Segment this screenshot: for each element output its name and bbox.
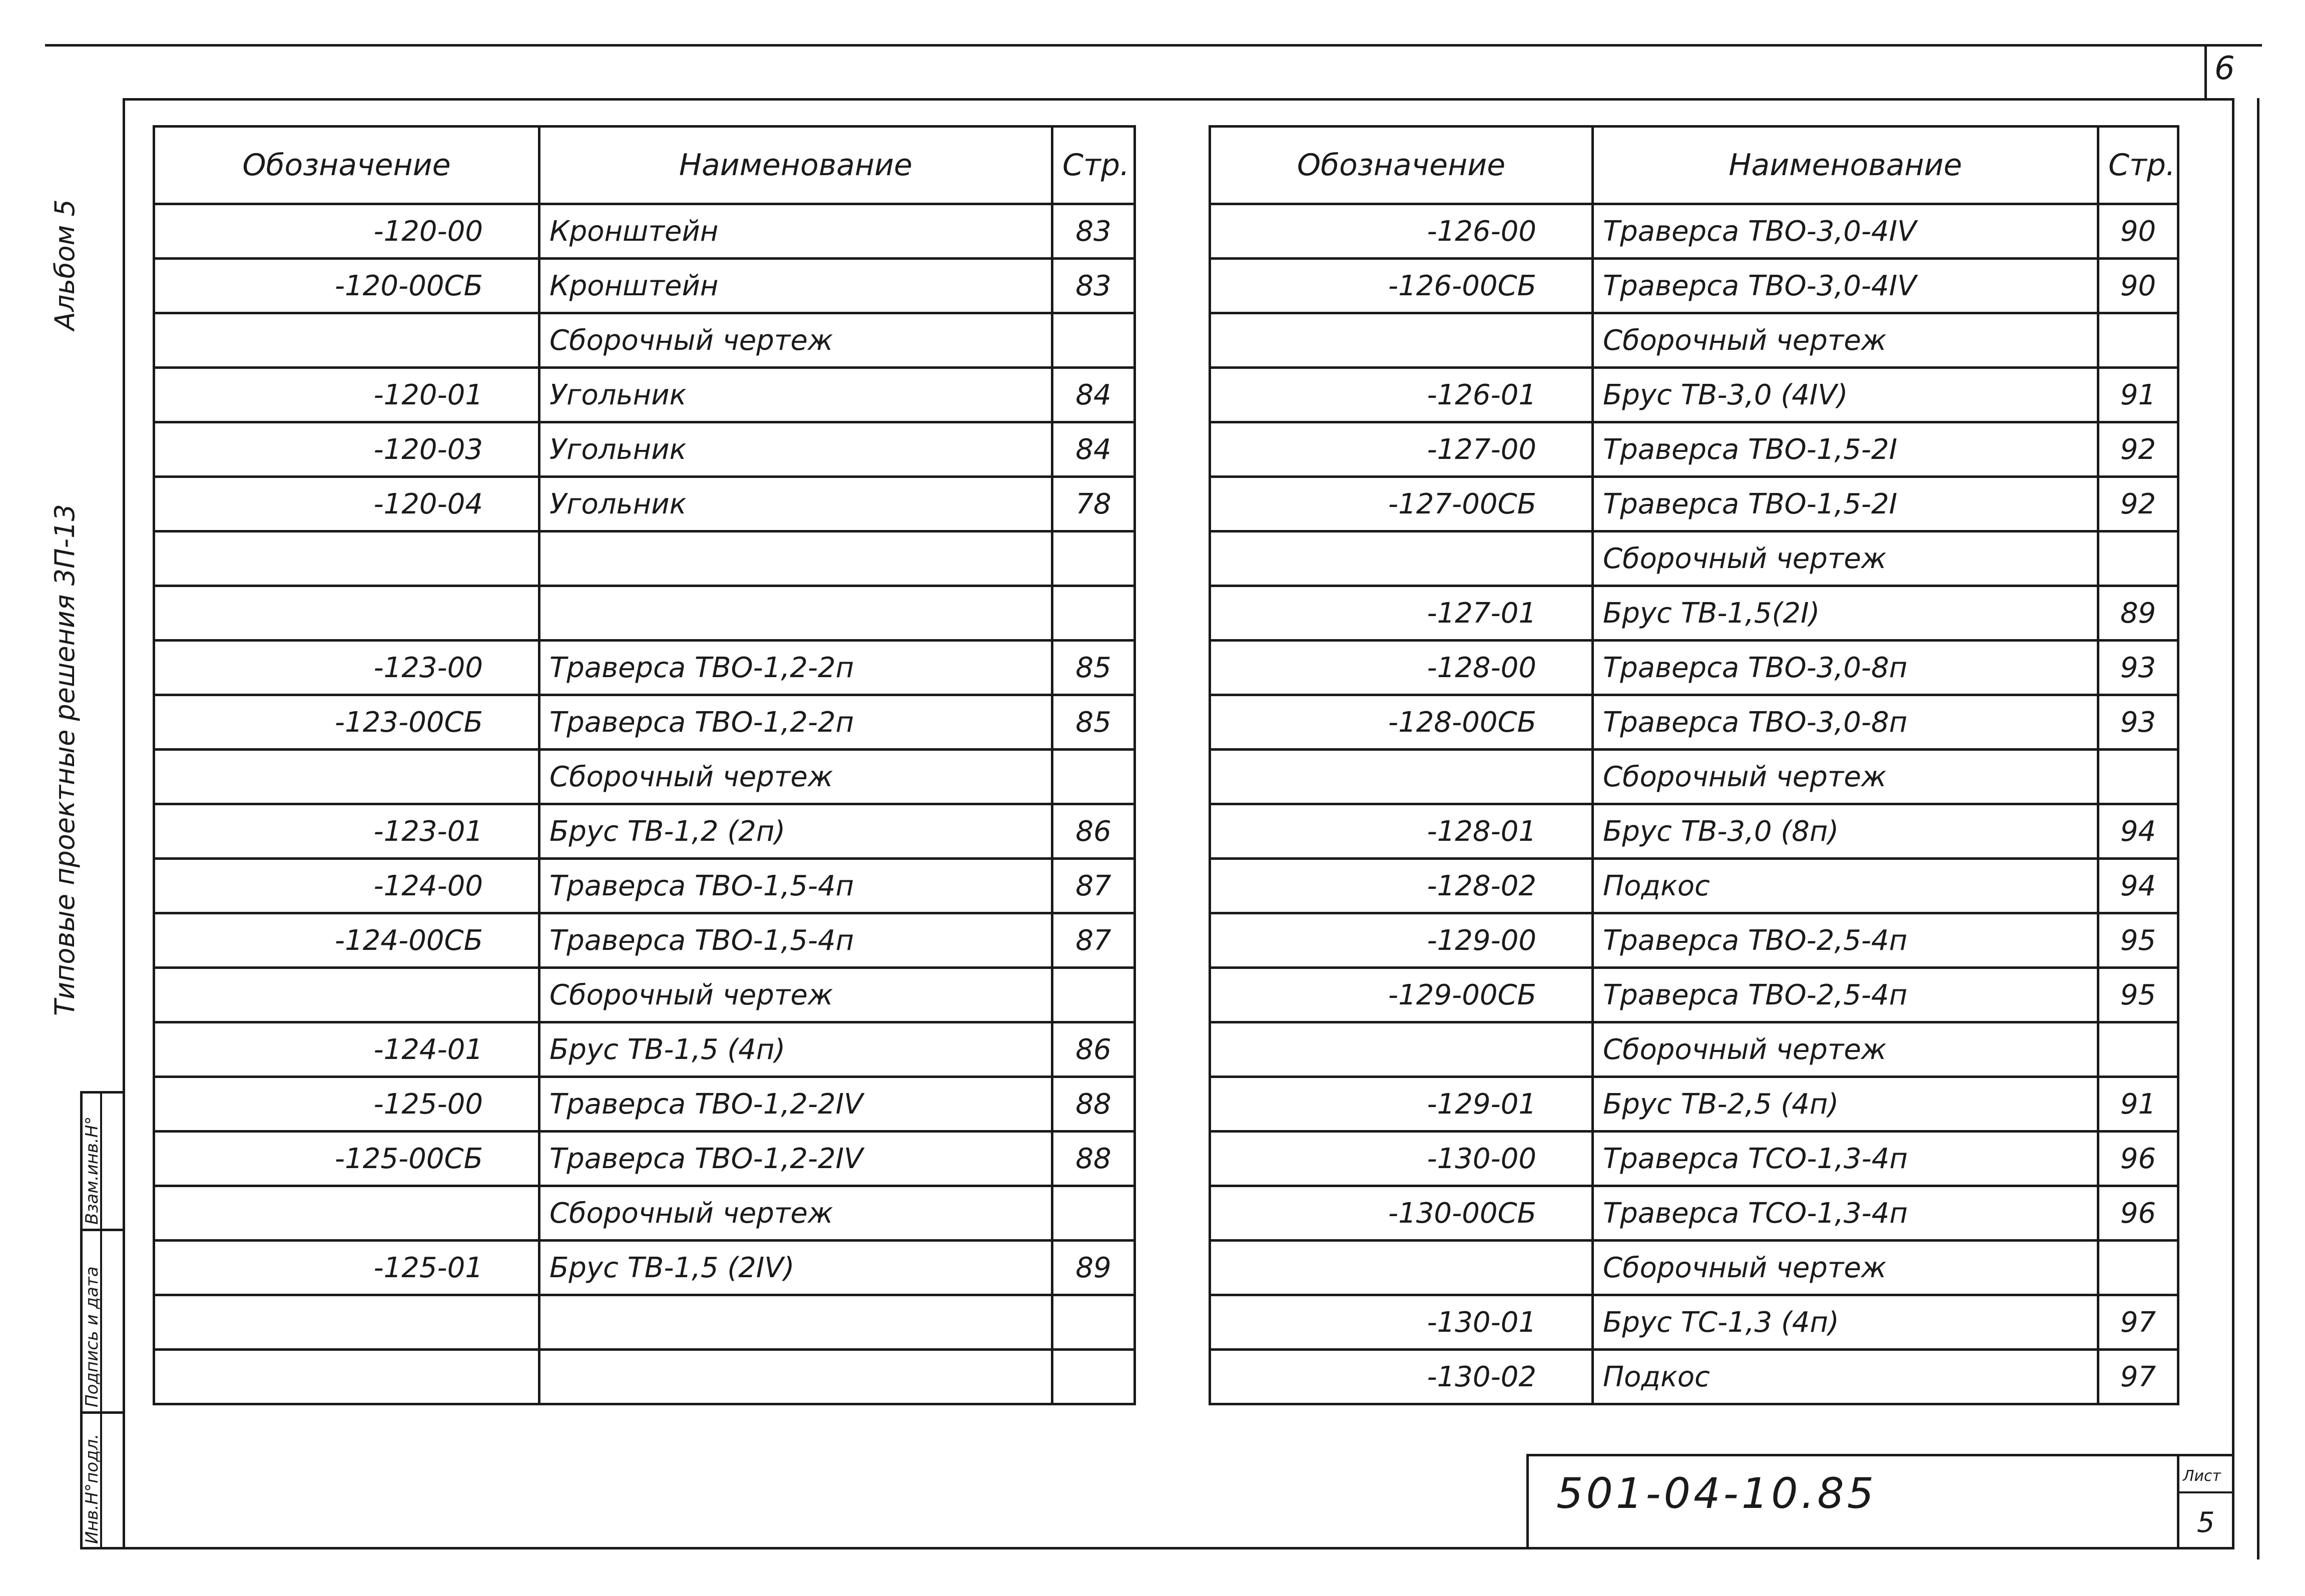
page-cell: 86 bbox=[1052, 804, 1135, 859]
page-cell: 87 bbox=[1052, 859, 1135, 913]
page-cell: 84 bbox=[1052, 422, 1135, 477]
table-row bbox=[154, 1295, 1135, 1350]
code-cell bbox=[1210, 1022, 1593, 1077]
table-row bbox=[1210, 477, 2178, 531]
header-name: Наименование bbox=[1593, 127, 2098, 204]
name-cell: Траверса ТВО-3,0-8п bbox=[1593, 641, 2098, 695]
page-cell: 90 bbox=[2098, 259, 2178, 313]
name-cell: Сборочный чертеж bbox=[1593, 750, 2098, 804]
page-cell: 93 bbox=[2098, 641, 2178, 695]
name-cell: Траверса ТВО-1,5-4п bbox=[539, 913, 1052, 968]
name-cell: Брус ТВ-1,5 (2IV) bbox=[539, 1241, 1052, 1295]
table-row bbox=[1210, 368, 2178, 422]
page-cell: 83 bbox=[1052, 204, 1135, 259]
table-row bbox=[154, 368, 1135, 422]
code-cell: -125-01 bbox=[154, 1241, 539, 1295]
corner-box-left bbox=[2204, 45, 2207, 98]
table-row bbox=[1210, 313, 2178, 368]
code-cell bbox=[154, 750, 539, 804]
name-cell: Траверса ТВО-3,0-8п bbox=[1593, 695, 2098, 750]
name-cell: Траверса ТСО-1,3-4п bbox=[1593, 1132, 2098, 1186]
code-cell: -120-00 bbox=[154, 204, 539, 259]
table-row bbox=[154, 531, 1135, 586]
code-cell bbox=[154, 531, 539, 586]
name-cell: Брус ТВ-3,0 (4IV) bbox=[1593, 368, 2098, 422]
page-cell: 91 bbox=[2098, 368, 2178, 422]
name-cell: Траверса ТВО-1,2-2п bbox=[539, 695, 1052, 750]
page-cell: 91 bbox=[2098, 1077, 2178, 1132]
name-cell: Траверса ТВО-1,2-2IV bbox=[539, 1132, 1052, 1186]
corner-sheet-number: 6 bbox=[2214, 50, 2235, 87]
code-cell bbox=[154, 313, 539, 368]
code-cell: -125-00 bbox=[154, 1077, 539, 1132]
table-row bbox=[1210, 695, 2178, 750]
page-cell: 89 bbox=[2098, 586, 2178, 641]
page-cell: 83 bbox=[1052, 259, 1135, 313]
table-row bbox=[1210, 1022, 2178, 1077]
name-cell: Сборочный чертеж bbox=[1593, 1022, 2098, 1077]
name-cell: Траверса ТВО-1,2-2п bbox=[539, 641, 1052, 695]
code-cell: -125-00СБ bbox=[154, 1132, 539, 1186]
page-cell bbox=[2098, 1241, 2178, 1295]
table-row bbox=[1210, 1350, 2178, 1404]
page-cell: 96 bbox=[2098, 1186, 2178, 1241]
name-cell: Траверса ТВО-3,0-4IV bbox=[1593, 204, 2098, 259]
name-cell: Брус ТВ-3,0 (8п) bbox=[1593, 804, 2098, 859]
code-cell: -126-01 bbox=[1210, 368, 1593, 422]
title-block-sheet-rule bbox=[2177, 1491, 2234, 1493]
table-row bbox=[154, 422, 1135, 477]
code-cell: -120-03 bbox=[154, 422, 539, 477]
name-cell: Сборочный чертеж bbox=[1593, 1241, 2098, 1295]
code-cell: -127-00СБ bbox=[1210, 477, 1593, 531]
page-cell bbox=[1052, 750, 1135, 804]
table-row bbox=[154, 1077, 1135, 1132]
table-row bbox=[154, 1350, 1135, 1404]
code-cell: -124-01 bbox=[154, 1022, 539, 1077]
name-cell: Подкос bbox=[1593, 859, 2098, 913]
name-cell: Траверса ТВО-1,5-2I bbox=[1593, 422, 2098, 477]
frame-bottom bbox=[80, 1547, 2234, 1549]
code-cell: -130-00СБ bbox=[1210, 1186, 1593, 1241]
code-cell bbox=[154, 1186, 539, 1241]
page-cell: 88 bbox=[1052, 1132, 1135, 1186]
table-row bbox=[1210, 1186, 2178, 1241]
page-cell bbox=[1052, 531, 1135, 586]
page-cell bbox=[1052, 968, 1135, 1022]
table-row bbox=[154, 259, 1135, 313]
code-cell: -124-00 bbox=[154, 859, 539, 913]
page-cell bbox=[2098, 750, 2178, 804]
frame-left bbox=[123, 98, 125, 1549]
code-cell: -127-00 bbox=[1210, 422, 1593, 477]
table-row bbox=[154, 477, 1135, 531]
page-cell bbox=[2098, 531, 2178, 586]
table-row bbox=[1210, 859, 2178, 913]
name-cell bbox=[539, 1350, 1052, 1404]
stamp-signature-date: Подпись и дата bbox=[82, 1266, 102, 1407]
name-cell: Сборочный чертеж bbox=[539, 313, 1052, 368]
code-cell: -128-02 bbox=[1210, 859, 1593, 913]
name-cell bbox=[539, 1295, 1052, 1350]
code-cell: -124-00СБ bbox=[154, 913, 539, 968]
page-cell: 97 bbox=[2098, 1295, 2178, 1350]
table-row bbox=[154, 859, 1135, 913]
stamp-vzam-inv: Взам.инв.Н° bbox=[82, 1116, 102, 1225]
table-row bbox=[1210, 1077, 2178, 1132]
title-block-left bbox=[1526, 1454, 1529, 1549]
right-table-body bbox=[1210, 204, 2178, 1404]
page-cell: 96 bbox=[2098, 1132, 2178, 1186]
page-cell bbox=[2098, 1022, 2178, 1077]
name-cell: Сборочный чертеж bbox=[539, 750, 1052, 804]
sheet-number: 5 bbox=[2197, 1506, 2215, 1539]
page-cell: 85 bbox=[1052, 641, 1135, 695]
code-cell bbox=[154, 1295, 539, 1350]
table-row bbox=[154, 586, 1135, 641]
code-cell: -130-01 bbox=[1210, 1295, 1593, 1350]
stamp-div-2 bbox=[80, 1411, 125, 1414]
page-cell: 92 bbox=[2098, 477, 2178, 531]
side-series-title: Типовые проектные решения 3П-13 bbox=[49, 504, 81, 1016]
page-cell: 78 bbox=[1052, 477, 1135, 531]
code-cell bbox=[154, 1350, 539, 1404]
left-table-header bbox=[154, 127, 1135, 204]
page-cell: 94 bbox=[2098, 859, 2178, 913]
name-cell bbox=[539, 586, 1052, 641]
table-row bbox=[154, 804, 1135, 859]
stamp-div-1 bbox=[80, 1229, 125, 1231]
table-row bbox=[1210, 750, 2178, 804]
page-cell: 94 bbox=[2098, 804, 2178, 859]
code-cell: -128-00 bbox=[1210, 641, 1593, 695]
name-cell: Брус ТВ-1,5 (4п) bbox=[539, 1022, 1052, 1077]
code-cell: -130-02 bbox=[1210, 1350, 1593, 1404]
table-row bbox=[154, 204, 1135, 259]
page-cell: 93 bbox=[2098, 695, 2178, 750]
table-row bbox=[1210, 531, 2178, 586]
name-cell: Угольник bbox=[539, 477, 1052, 531]
table-row bbox=[1210, 1132, 2178, 1186]
code-cell: -127-01 bbox=[1210, 586, 1593, 641]
code-cell bbox=[154, 586, 539, 641]
header-name: Наименование bbox=[539, 127, 1052, 204]
page-cell: 84 bbox=[1052, 368, 1135, 422]
table-row bbox=[1210, 968, 2178, 1022]
page-cell bbox=[1052, 586, 1135, 641]
page-cell bbox=[1052, 313, 1135, 368]
name-cell: Сборочный чертеж bbox=[539, 968, 1052, 1022]
name-cell: Угольник bbox=[539, 368, 1052, 422]
name-cell bbox=[539, 531, 1052, 586]
name-cell: Брус ТВ-1,5(2I) bbox=[1593, 586, 2098, 641]
code-cell bbox=[1210, 750, 1593, 804]
right-spec-table bbox=[1209, 125, 2179, 1405]
table-row bbox=[154, 641, 1135, 695]
code-cell bbox=[1210, 313, 1593, 368]
frame-top bbox=[123, 98, 2234, 101]
table-row bbox=[154, 1186, 1135, 1241]
code-cell: -126-00СБ bbox=[1210, 259, 1593, 313]
code-cell: -123-01 bbox=[154, 804, 539, 859]
top-rule bbox=[45, 44, 2262, 47]
name-cell: Сборочный чертеж bbox=[1593, 531, 2098, 586]
page-cell: 95 bbox=[2098, 968, 2178, 1022]
title-block-top bbox=[1526, 1454, 2234, 1456]
table-row bbox=[154, 313, 1135, 368]
header-page: Стр. bbox=[1052, 127, 1135, 204]
name-cell: Брус ТС-1,3 (4п) bbox=[1593, 1295, 2098, 1350]
left-table-body bbox=[154, 204, 1135, 1404]
table-row bbox=[1210, 1241, 2178, 1295]
name-cell: Брус ТВ-1,2 (2п) bbox=[539, 804, 1052, 859]
name-cell: Траверса ТВО-2,5-4п bbox=[1593, 968, 2098, 1022]
left-spec-table bbox=[153, 125, 1136, 1405]
header-code: Обозначение bbox=[1210, 127, 1593, 204]
right-outer-rule bbox=[2257, 98, 2259, 1559]
name-cell: Траверса ТВО-1,5-4п bbox=[539, 859, 1052, 913]
table-row bbox=[154, 913, 1135, 968]
name-cell: Траверса ТВО-1,5-2I bbox=[1593, 477, 2098, 531]
right-table-header bbox=[1210, 127, 2178, 204]
page-cell: 87 bbox=[1052, 913, 1135, 968]
code-cell: -123-00СБ bbox=[154, 695, 539, 750]
name-cell: Кронштейн bbox=[539, 204, 1052, 259]
table-row bbox=[1210, 1295, 2178, 1350]
page-cell: 95 bbox=[2098, 913, 2178, 968]
page-cell bbox=[1052, 1350, 1135, 1404]
table-row bbox=[1210, 804, 2178, 859]
page-cell bbox=[2098, 313, 2178, 368]
name-cell: Траверса ТВО-1,2-2IV bbox=[539, 1077, 1052, 1132]
table-row bbox=[154, 1132, 1135, 1186]
page-cell: 90 bbox=[2098, 204, 2178, 259]
code-cell: -130-00 bbox=[1210, 1132, 1593, 1186]
code-cell bbox=[1210, 1241, 1593, 1295]
name-cell: Угольник bbox=[539, 422, 1052, 477]
table-row bbox=[1210, 422, 2178, 477]
header-code: Обозначение bbox=[154, 127, 539, 204]
code-cell: -120-04 bbox=[154, 477, 539, 531]
table-row bbox=[1210, 586, 2178, 641]
table-row bbox=[154, 750, 1135, 804]
code-cell bbox=[154, 968, 539, 1022]
document-code: 501-04-10.85 bbox=[1556, 1469, 1877, 1518]
name-cell: Траверса ТВО-3,0-4IV bbox=[1593, 259, 2098, 313]
table-row bbox=[154, 695, 1135, 750]
page-cell bbox=[1052, 1186, 1135, 1241]
code-cell: -129-01 bbox=[1210, 1077, 1593, 1132]
code-cell: -123-00 bbox=[154, 641, 539, 695]
name-cell: Брус ТВ-2,5 (4п) bbox=[1593, 1077, 2098, 1132]
header-page: Стр. bbox=[2098, 127, 2178, 204]
page-cell: 86 bbox=[1052, 1022, 1135, 1077]
name-cell: Траверса ТСО-1,3-4п bbox=[1593, 1186, 2098, 1241]
page-cell: 85 bbox=[1052, 695, 1135, 750]
title-block-sheet-divider bbox=[2177, 1454, 2179, 1549]
table-row bbox=[154, 1022, 1135, 1077]
table-row bbox=[1210, 641, 2178, 695]
name-cell: Подкос bbox=[1593, 1350, 2098, 1404]
frame-right bbox=[2232, 98, 2234, 1549]
table-row bbox=[1210, 913, 2178, 968]
name-cell: Сборочный чертеж bbox=[539, 1186, 1052, 1241]
table-row bbox=[1210, 204, 2178, 259]
page-cell: 92 bbox=[2098, 422, 2178, 477]
code-cell: -129-00СБ bbox=[1210, 968, 1593, 1022]
table-row bbox=[1210, 259, 2178, 313]
code-cell: -129-00 bbox=[1210, 913, 1593, 968]
name-cell: Траверса ТВО-2,5-4п bbox=[1593, 913, 2098, 968]
sheet-label: Лист bbox=[2183, 1467, 2221, 1485]
code-cell: -128-00СБ bbox=[1210, 695, 1593, 750]
name-cell: Кронштейн bbox=[539, 259, 1052, 313]
code-cell: -128-01 bbox=[1210, 804, 1593, 859]
code-cell bbox=[1210, 531, 1593, 586]
side-album-label: Альбом 5 bbox=[49, 199, 81, 330]
code-cell: -120-01 bbox=[154, 368, 539, 422]
code-cell: -126-00 bbox=[1210, 204, 1593, 259]
stamp-inv-podl: Инв.Н°подл. bbox=[82, 1433, 102, 1544]
page-cell bbox=[1052, 1295, 1135, 1350]
stamp-top bbox=[80, 1091, 125, 1094]
page-cell: 88 bbox=[1052, 1077, 1135, 1132]
page-cell: 97 bbox=[2098, 1350, 2178, 1404]
code-cell: -120-00СБ bbox=[154, 259, 539, 313]
table-row bbox=[154, 1241, 1135, 1295]
table-row bbox=[154, 968, 1135, 1022]
name-cell: Сборочный чертеж bbox=[1593, 313, 2098, 368]
page-cell: 89 bbox=[1052, 1241, 1135, 1295]
